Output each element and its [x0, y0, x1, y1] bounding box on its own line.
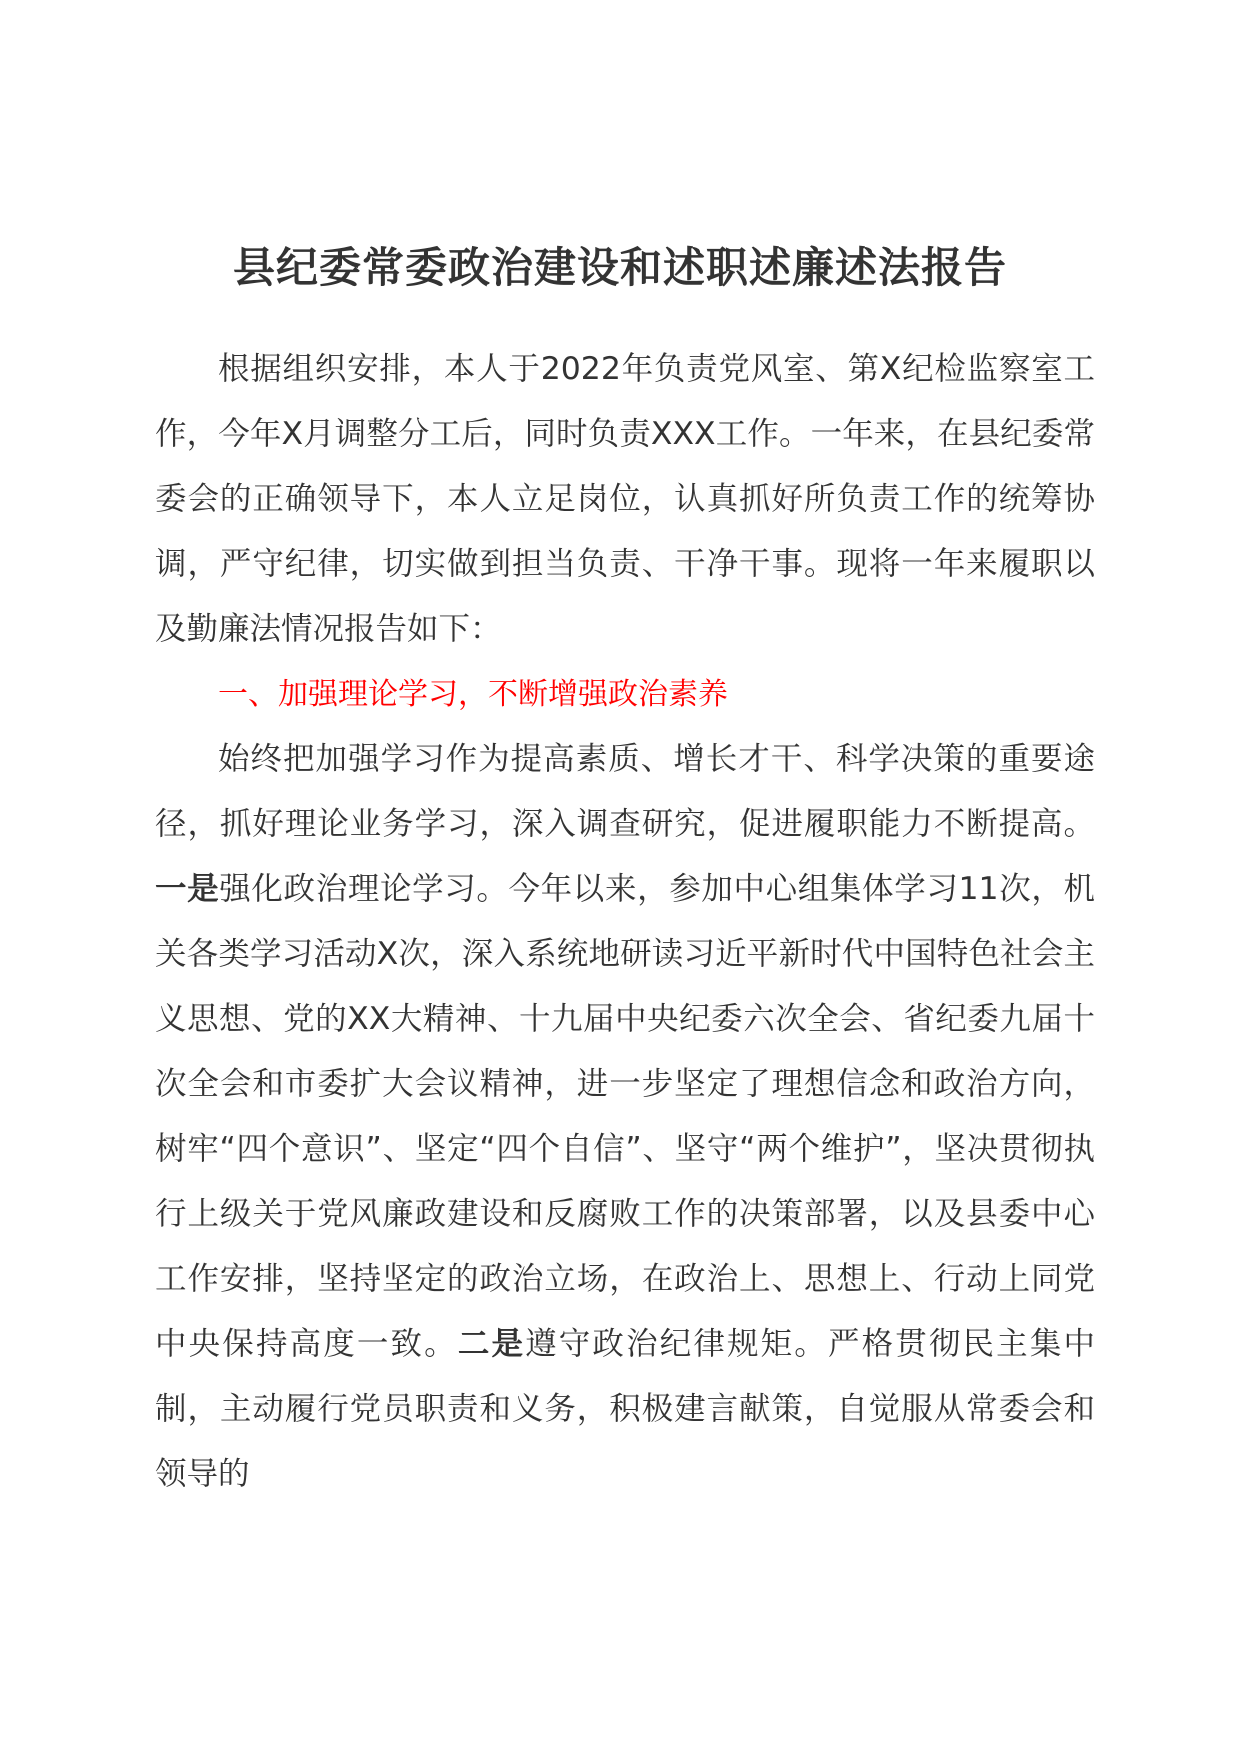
paragraph-opening: 始终把加强学习作为提高素质、增长才干、科学决策的重要途径，抓好理论业务学习，深入调查研究，促进履职能力不断提高。 [155, 741, 1095, 842]
point-two-text: 遵守政治纪律规矩。严格贯彻民主集中制，主动履行党员职责和义务，积极建言献策，自觉服从常委会和领导的 [155, 1326, 1095, 1492]
intro-paragraph: 根据组织安排，本人于2022年负责党风室、第X纪检监察室工作，今年X月调整分工后，同时负责XXX工作。一年来，在县纪委常委会的正确领导下，本人立足岗位，认真抓好所负责工作的统筹协调，严守纪律，切实做到担当负责、干净干事。现将一年来履职以及勤廉法情况报告如下： [155, 351, 1095, 647]
section-paragraph [155, 727, 1095, 1507]
point-one-text: 强化政治理论学习。今年以来，参加中心组集体学习11次，机关各类学习活动X次，深入系统地研读习近平新时代中国特色社会主义思想、党的XX大精神、十九届中央纪委六次全会、省纪委九届十次全会和市委扩大会议精神，进一步坚定了理想信念和政治方向，树牢“四个意识”、坚定“四个自信”、坚守“两个维护”，坚决贯彻执行上级关于党风廉政建设和反腐败工作的决策部署，以及县委中心工作安排，坚持坚定的政治立场，在政治上、思想上、行动上同党中央保持高度一致。 [155, 871, 1095, 1362]
point-two-lead: 二是 [457, 1326, 526, 1362]
point-one-lead: 一是 [155, 871, 220, 907]
document-title: 县纪委常委政治建设和述职述廉述法报告 [232, 243, 1007, 292]
document-body [155, 337, 1095, 1507]
section-heading: 一、加强理论学习，不断增强政治素养 [218, 677, 728, 712]
